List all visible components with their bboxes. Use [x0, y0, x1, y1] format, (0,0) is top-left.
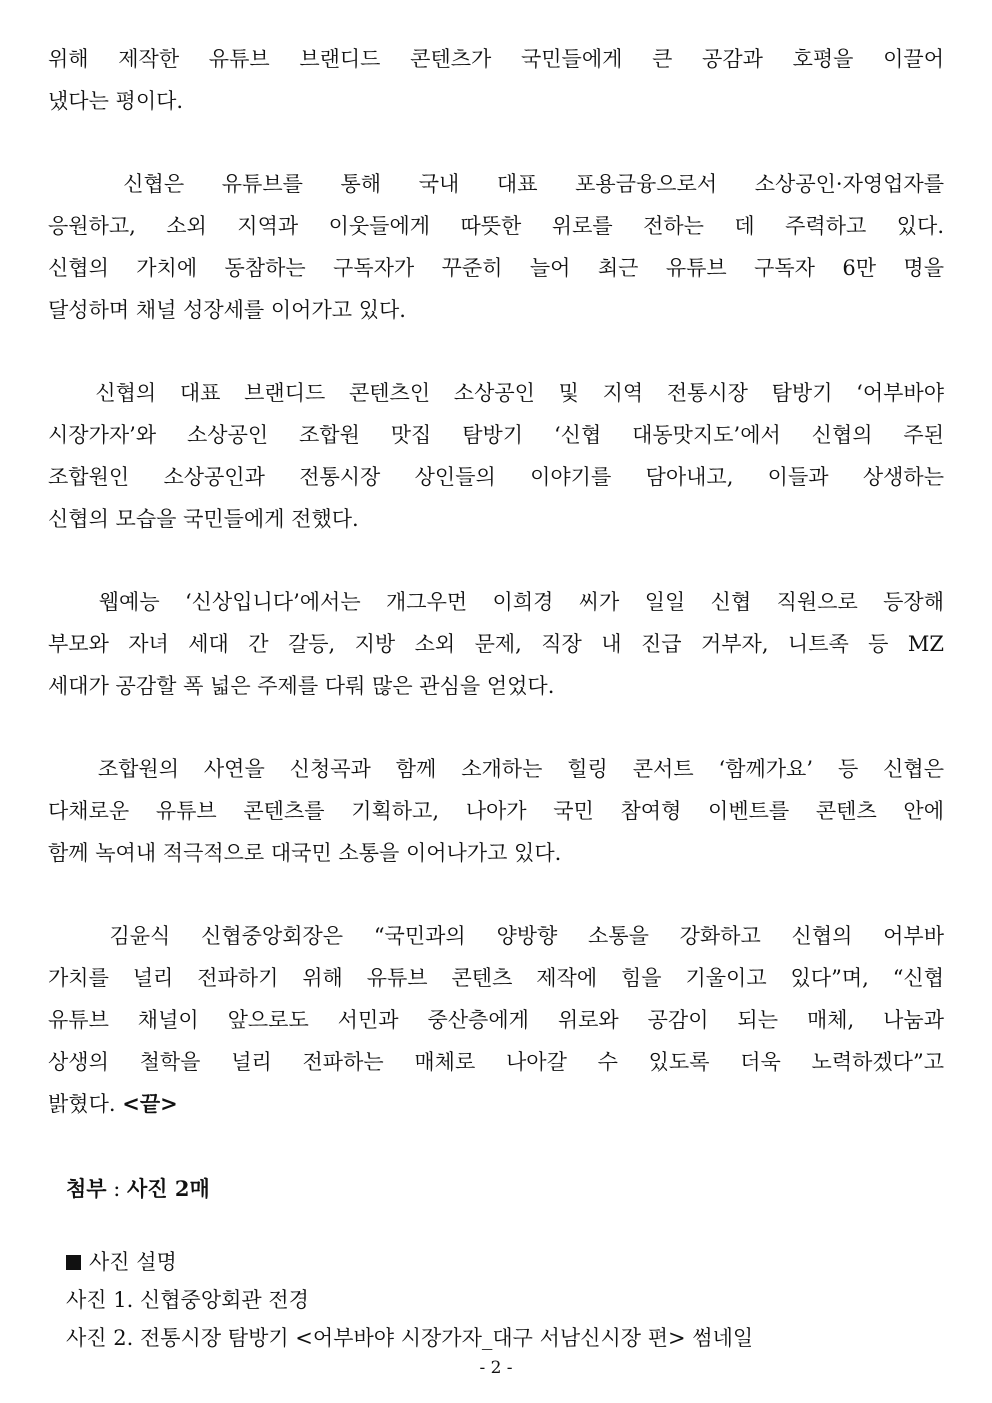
paragraph-line: 신협의 대표 브랜디드 콘텐츠인 소상공인 및 지역 전통시장 탐방기 ‘어부바야	[48, 381, 944, 405]
end-mark: <끝>	[122, 1091, 178, 1116]
caption-item: 사진 1. 신협중앙회관 전경	[66, 1288, 309, 1312]
paragraph-line: 다채로운 유튜브 콘텐츠를 기획하고, 나아가 국민 참여형 이벤트를 콘텐츠 안에	[48, 799, 944, 823]
caption-item: 사진 2. 전통시장 탐방기 <어부바야 시장가자_대구 서남신시장 편> 썸네일	[66, 1326, 754, 1350]
paragraph-3	[48, 372, 944, 540]
attachment-label: 첨부	[66, 1176, 107, 1201]
paragraph-line: 부모와 자녀 세대 간 갈등, 지방 소외 문제, 직장 내 진급 거부자, 니트족 등 MZ	[48, 632, 944, 656]
paragraph-line: 신협의 가치에 동참하는 구독자가 꾸준히 늘어 최근 유튜브 구독자 6만 명을	[48, 256, 944, 280]
paragraph-line: 상생의 철학을 널리 전파하는 매체로 나아갈 수 있도록 더욱 노력하겠다”고	[48, 1050, 944, 1074]
black-square-icon	[66, 1255, 81, 1270]
attachment-note	[66, 1168, 210, 1210]
captions-heading-line	[66, 1243, 946, 1281]
paragraph-line: 세대가 공감할 폭 넓은 주제를 다뤄 많은 관심을 얻었다.	[48, 674, 555, 698]
paragraph-6	[48, 915, 944, 1125]
paragraph-line: 조합원인 소상공인과 전통시장 상인들의 이야기를 담아내고, 이들과 상생하는	[48, 465, 944, 489]
paragraph-line: 응원하고, 소외 지역과 이웃들에게 따뜻한 위로를 전하는 데 주력하고 있다.	[48, 214, 944, 238]
captions-heading: 사진 설명	[89, 1250, 177, 1274]
attachment-value: 사진 2매	[127, 1176, 210, 1201]
paragraph-5	[48, 748, 944, 874]
paragraph-line: 함께 녹여내 적극적으로 대국민 소통을 이어나가고 있다.	[48, 841, 562, 865]
paragraph-line: 가치를 널리 전파하기 위해 유튜브 콘텐츠 제작에 힘을 기울이고 있다”며, “신협	[48, 966, 944, 990]
paragraph-1	[48, 38, 944, 122]
paragraph-line: 위해 제작한 유튜브 브랜디드 콘텐츠가 국민들에게 큰 공감과 호평을 이끌어	[48, 47, 944, 71]
photo-captions	[66, 1243, 946, 1357]
paragraph-4	[48, 581, 944, 707]
page-number: - 2 -	[479, 1358, 513, 1378]
article-body	[48, 38, 944, 1166]
paragraph-line: 달성하며 채널 성장세를 이어가고 있다.	[48, 298, 406, 322]
closing-line	[48, 1083, 944, 1125]
paragraph-line: 신협의 모습을 국민들에게 전했다.	[48, 507, 359, 531]
paragraph-line: 냈다는 평이다.	[48, 89, 184, 113]
paragraph-line: 김윤식 신협중앙회장은 “국민과의 양방향 소통을 강화하고 신협의 어부바	[48, 924, 944, 948]
attachment-separator: :	[106, 1177, 128, 1201]
paragraph-2	[48, 163, 944, 331]
paragraph-line: 웹예능 ‘신상입니다’에서는 개그우먼 이희경 씨가 일일 신협 직원으로 등장해	[48, 590, 944, 614]
paragraph-line: 신협은 유튜브를 통해 국내 대표 포용금융으로서 소상공인·자영업자를	[48, 172, 944, 196]
closing-text: 밝혔다.	[48, 1092, 123, 1116]
paragraph-line: 조합원의 사연을 신청곡과 함께 소개하는 힐링 콘서트 ‘함께가요’ 등 신협은	[48, 757, 944, 781]
paragraph-line: 시장가자’와 소상공인 조합원 맛집 탐방기 ‘신협 대동맛지도’에서 신협의 주된	[48, 423, 944, 447]
paragraph-line: 유튜브 채널이 앞으로도 서민과 중산층에게 위로와 공감이 되는 매체, 나눔과	[48, 1008, 944, 1032]
